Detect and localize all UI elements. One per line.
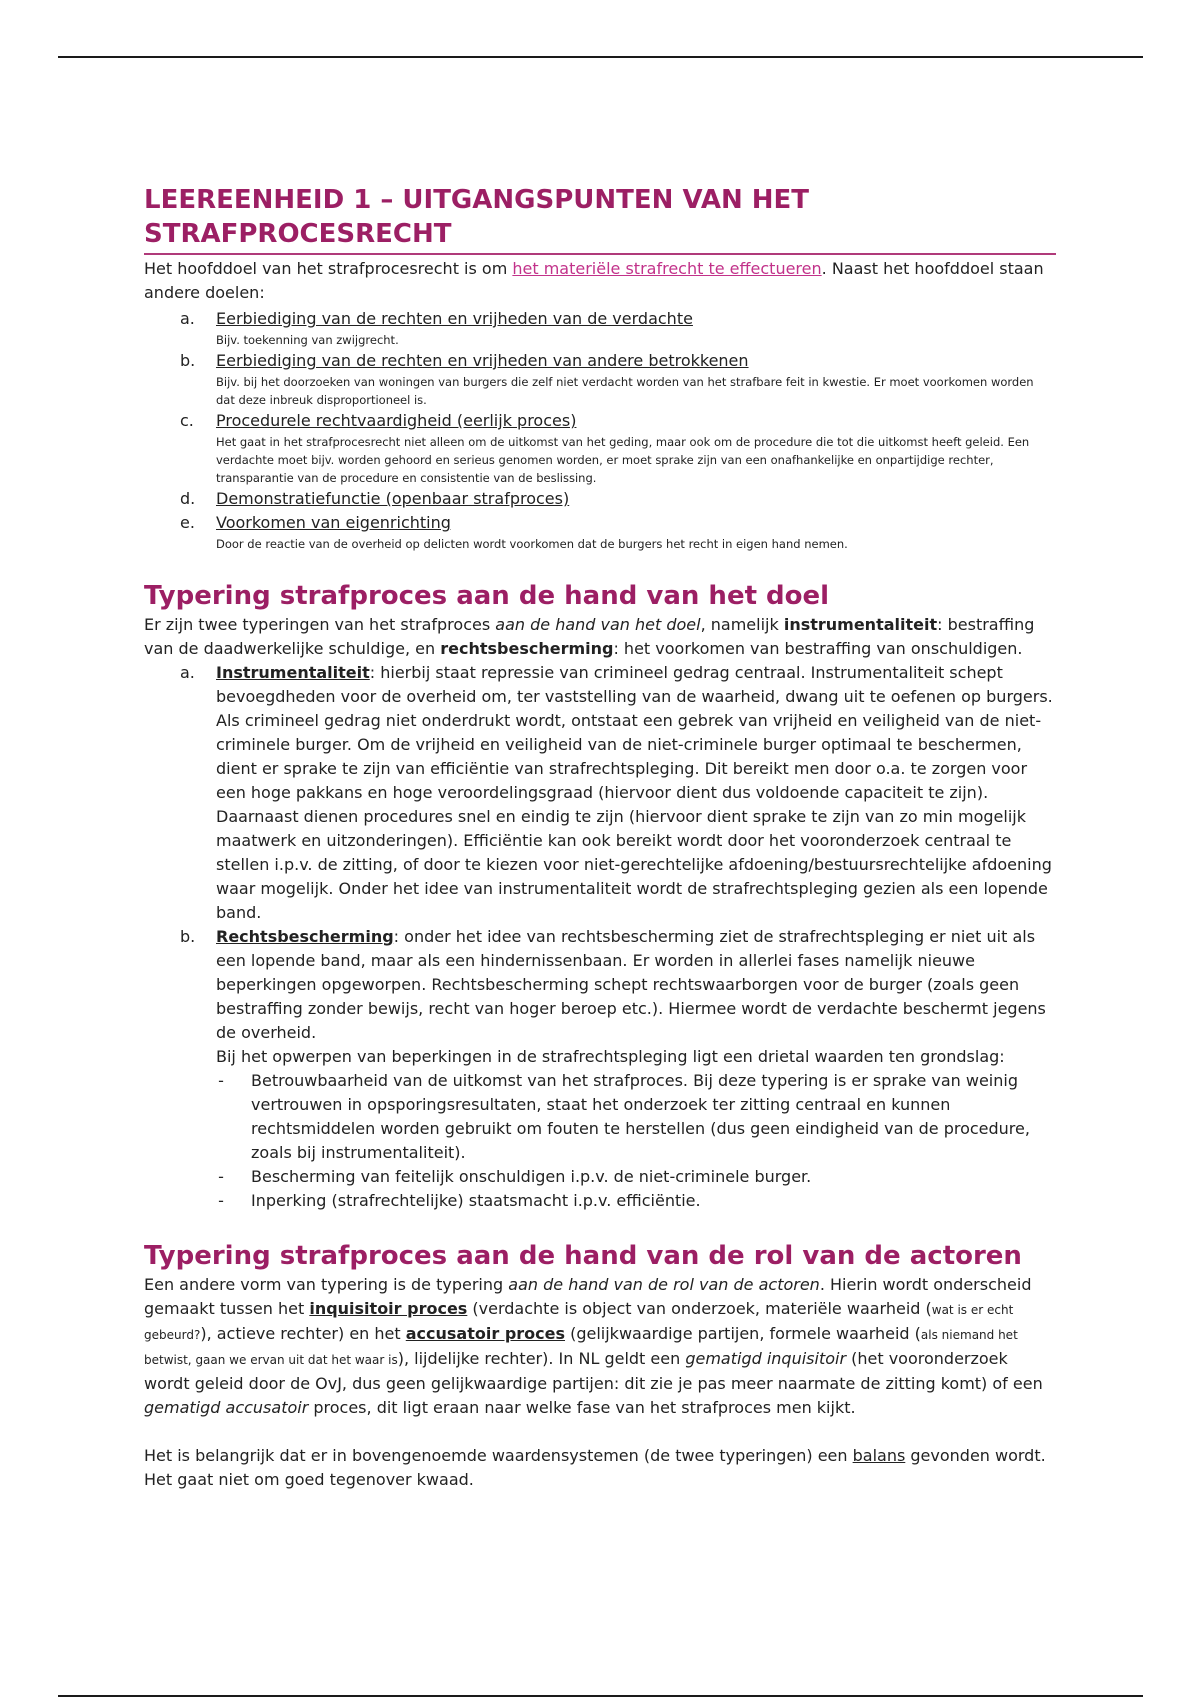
item-term: Rechtsbescherming	[216, 927, 394, 946]
section-doel-intro	[144, 613, 1056, 661]
typering-list	[144, 661, 1056, 1213]
text-run: Er zijn twee typeringen van het strafproces	[144, 615, 496, 634]
italic-run: aan de hand van het doel	[495, 615, 701, 634]
section-heading-actoren: Typering strafproces aan de hand van de rol van de actoren	[144, 1241, 1022, 1271]
goal-title: Procedurele rechtvaardigheid (eerlijk proces)	[216, 411, 577, 430]
goal-note: Het gaat in het strafprocesrecht niet alleen om de uitkomst van het geding, maar ook om de procedure die tot die uitkomst heeft geleid. Een verdachte moet bijv. worden gehoord en serieus genomen worden, er moet sprake zijn van een onafhankelijke en onpartijdige rechter, transparantie van de procedure en consistentie van de beslissing.	[216, 435, 1030, 485]
goals-list	[144, 307, 1056, 553]
dash-icon: -	[218, 1191, 224, 1210]
goal-title: Eerbiediging van de rechten en vrijheden van andere betrokkenen	[216, 351, 749, 370]
value-text: Betrouwbaarheid van de uitkomst van het strafproces. Bij deze typering is er sprake van weinig vertrouwen in opsporingsresultaten, staat het onderzoek ter zitting centraal en kunnen rechtsmiddelen worden gebruikt om fouten te herstellen (dus geen eindigheid van de procedure, zoals bij instrumentaliteit).	[251, 1071, 1030, 1162]
term-inquisitoir: inquisitoir proces	[309, 1299, 468, 1318]
intro-link[interactable]: het materiële strafrecht te effectueren	[512, 259, 822, 278]
goal-item	[144, 409, 1056, 487]
item-term: Instrumentaliteit	[216, 663, 370, 682]
text-run: ), actieve rechter) en het	[200, 1324, 406, 1343]
text-run: : het voorkomen van bestraffing van onschuldigen.	[613, 639, 1023, 658]
balance-paragraph	[144, 1444, 1056, 1492]
item-text-values: Bij het opwerpen van beperkingen in de strafrechtspleging ligt een drietal waarden ten grondslag:	[216, 1047, 1005, 1066]
goal-item	[144, 487, 1056, 511]
goal-marker: e.	[180, 513, 195, 532]
item-marker: a.	[180, 663, 195, 682]
values-list	[216, 1069, 1056, 1213]
item-text: : hierbij staat repressie van crimineel gedrag centraal. Instrumentaliteit schept bevoegdheden voor de overheid om, ter vaststelling van de waarheid, dwang uit te oefenen op burgers. Als crimineel gedrag niet onderdrukt wordt, ontstaat een gebrek van vrijheid en veiligheid van de niet-criminele burger. Om de vrijheid en veiligheid van de niet-criminele burger optimaal te beschermen, dient er sprake te zijn van efficiëntie van strafrechtspleging. Dit bereikt men door o.a. te zorgen voor een hoge pakkans en hoge veroordelingsgraad (hiervoor dient dus voldoende capaciteit te zijn). Daarnaast dienen procedures snel en eindig te zijn (hiervoor dient sprake te zijn van zo min mogelijk maatwerk en uitzonderingen). Efficiëntie kan ook bereikt wordt door het vooronderzoek centraal te stellen i.p.v. de zitting, of door te kiezen voor niet-gerechtelijke afdoening/bestuursrechtelijke afdoening waar mogelijk. Onder het idee van instrumentaliteit wordt de strafrechtspleging gezien als een lopende band.	[216, 663, 1053, 922]
italic-run: gematigd accusatoir	[144, 1398, 309, 1417]
text-run: : bestraffing van de daadwerkelijke schuldige, en	[144, 615, 1035, 658]
typering-item-rechtsbescherming	[144, 925, 1056, 1213]
goal-marker: a.	[180, 309, 195, 328]
document-page	[144, 183, 1056, 1492]
term-accusatoir: accusatoir proces	[405, 1324, 566, 1343]
goal-note: Bijv. toekenning van zwijgrecht.	[216, 333, 399, 347]
goal-item	[144, 307, 1056, 349]
bold-term: instrumentaliteit	[783, 615, 938, 634]
bold-term: rechtsbescherming	[440, 639, 614, 658]
text-run: ), lijdelijke rechter). In NL geldt een	[397, 1349, 686, 1368]
value-item	[216, 1165, 1056, 1189]
goal-marker: d.	[180, 489, 196, 508]
text-run: Het is belangrijk dat er in bovengenoemde waardensystemen (de twee typeringen) een	[144, 1446, 853, 1465]
footer-rule	[58, 1695, 1143, 1697]
dash-icon: -	[218, 1167, 224, 1186]
text-run: . Hierin wordt onderscheid gemaakt tussen het	[144, 1275, 1032, 1318]
text-run: (gelijkwaardige partijen, formele waarheid (	[565, 1324, 921, 1343]
spacer	[144, 553, 1056, 579]
section-heading-doel: Typering strafproces aan de hand van het doel	[144, 581, 830, 611]
value-item	[216, 1069, 1056, 1165]
goal-marker: c.	[180, 411, 194, 430]
typering-item-instrumentaliteit	[144, 661, 1056, 925]
italic-run: aan de hand van de rol van de actoren	[508, 1275, 820, 1294]
italic-run: gematigd inquisitoir	[685, 1349, 847, 1368]
value-item	[216, 1189, 1056, 1213]
goal-title: Demonstratiefunctie (openbaar strafproces)	[216, 489, 570, 508]
intro-text: Het hoofddoel van het strafprocesrecht is om	[144, 259, 513, 278]
goal-note: Door de reactie van de overheid op delicten wordt voorkomen dat de burgers het recht in eigen hand nemen.	[216, 537, 848, 551]
text-run: Een andere vorm van typering is de typering	[144, 1275, 509, 1294]
text-run: , namelijk	[700, 615, 784, 634]
spacer	[144, 1420, 1056, 1444]
dash-icon: -	[218, 1071, 224, 1090]
intro-paragraph	[144, 257, 1056, 305]
goal-note: Bijv. bij het doorzoeken van woningen van burgers die zelf niet verdacht worden van het strafbare feit in kwestie. Er moet voorkomen worden dat deze inbreuk disproportioneel is.	[216, 375, 1034, 407]
goal-marker: b.	[180, 351, 196, 370]
intro-text-after: . Naast het hoofddoel staan andere doelen:	[144, 259, 1044, 302]
goal-title: Voorkomen van eigenrichting	[216, 513, 451, 532]
small-run: wat is er echt gebeurd?	[144, 1303, 1014, 1342]
text-run: (verdachte is object van onderzoek, materiële waarheid (	[467, 1299, 932, 1318]
section-actoren-paragraph	[144, 1273, 1056, 1420]
value-text: Bescherming van feitelijk onschuldigen i.p.v. de niet-criminele burger.	[251, 1167, 812, 1186]
item-text: : onder het idee van rechtsbescherming ziet de strafrechtspleging er niet uit als een lopende band, maar als een hindernissenbaan. Er worden in allerlei fases namelijk nieuwe beperkingen opgeworpen. Rechtsbescherming schept rechtswaarborgen voor de burger (zoals geen bestraffing zonder bewijs, recht van hoger beroep etc.). Hiermee wordt de verdachte beschermt jegens de overheid.	[216, 927, 1046, 1042]
chapter-heading: LEEREENHEID 1 – UITGANGSPUNTEN VAN HET STRAFPROCESRECHT	[144, 183, 1056, 255]
item-marker: b.	[180, 927, 196, 946]
text-run: gevonden wordt. Het gaat niet om goed tegenover kwaad.	[144, 1446, 1046, 1489]
goal-title: Eerbiediging van de rechten en vrijheden van de verdachte	[216, 309, 693, 328]
spacer	[144, 1213, 1056, 1239]
goal-item	[144, 511, 1056, 553]
underlined-term: balans	[852, 1446, 906, 1465]
text-run: (het vooronderzoek wordt geleid door de OvJ, dus geen gelijkwaardige partijen: dit zie je pas meer naarmate de zitting komt) of een	[144, 1349, 1043, 1393]
small-run: als niemand het betwist, gaan we ervan uit dat het waar is	[144, 1328, 1018, 1367]
header-rule	[58, 56, 1143, 58]
value-text: Inperking (strafrechtelijke) staatsmacht i.p.v. efficiëntie.	[251, 1191, 701, 1210]
text-run: proces, dit ligt eraan naar welke fase van het strafproces men kijkt.	[308, 1398, 856, 1417]
goal-item	[144, 349, 1056, 409]
